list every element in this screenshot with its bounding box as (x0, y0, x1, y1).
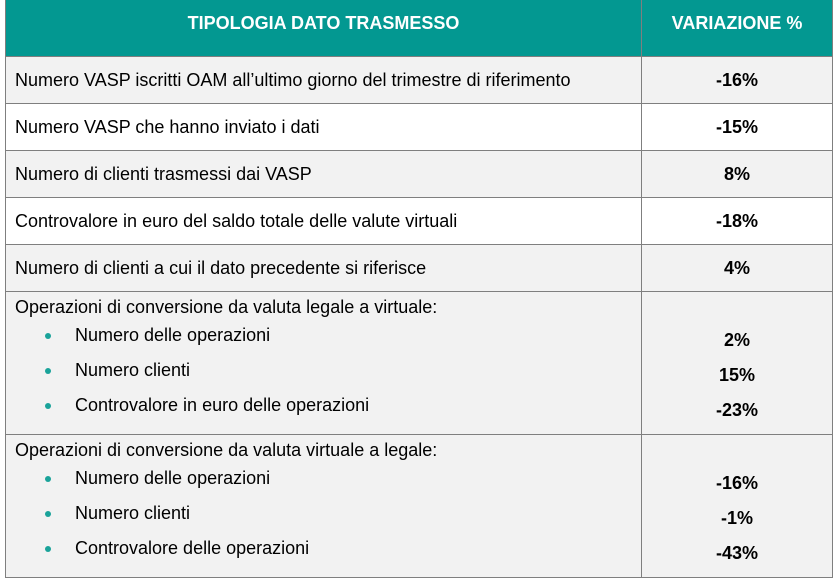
row-label: Controvalore in euro del saldo totale delle valute virtuali (6, 198, 642, 244)
row-value: -18% (715, 210, 759, 231)
sub-item (15, 496, 641, 531)
table-row (6, 56, 832, 103)
table-row (6, 244, 832, 291)
group-title: Operazioni di conversione da valuta legale a virtuale: (15, 297, 438, 317)
bullet-icon (45, 403, 51, 409)
table-row (6, 103, 832, 150)
bullet-icon (45, 546, 51, 552)
sub-item-label: Numero clienti (75, 503, 191, 523)
row-label: Numero VASP che hanno inviato i dati (6, 104, 642, 150)
sub-item-label: Controvalore in euro delle operazioni (75, 395, 370, 415)
sub-item (15, 461, 641, 496)
sub-item-value: -43% (715, 543, 759, 563)
row-value: -16% (715, 69, 759, 90)
row-value: 8% (723, 163, 750, 184)
row-value: -15% (715, 116, 759, 137)
group-row-legale-virtuale (6, 291, 832, 434)
row-label: Numero di clienti a cui il dato precedente si riferisce (6, 245, 642, 291)
variation-table (5, 0, 833, 578)
row-value: 4% (723, 257, 750, 278)
sub-item (15, 531, 641, 566)
sub-item-label: Numero clienti (75, 360, 191, 380)
group-title: Operazioni di conversione da valuta virtuale a legale: (15, 440, 438, 460)
group-row-virtuale-legale (6, 434, 832, 577)
sub-item-value: 2% (723, 330, 750, 350)
header-col-tipologia: TIPOLOGIA DATO TRASMESSO (6, 0, 642, 56)
sub-item-value: 15% (718, 365, 756, 385)
sub-item-label: Numero delle operazioni (75, 325, 271, 345)
sub-item-label: Controvalore delle operazioni (75, 538, 310, 558)
sub-item (15, 353, 641, 388)
bullet-icon (45, 511, 51, 517)
sub-item (15, 388, 641, 423)
table-row (6, 150, 832, 197)
sub-item-label: Numero delle operazioni (75, 468, 271, 488)
row-label: Numero VASP iscritti OAM all’ultimo giorno del trimestre di riferimento (6, 57, 642, 103)
sub-item-value: -16% (715, 473, 759, 493)
header-col-variazione: VARIAZIONE % (671, 13, 803, 33)
row-label: Numero di clienti trasmessi dai VASP (6, 151, 642, 197)
table-header (6, 0, 832, 56)
sub-item-value: -23% (715, 400, 759, 420)
sub-item (15, 318, 641, 353)
bullet-icon (45, 333, 51, 339)
bullet-icon (45, 476, 51, 482)
table-row (6, 197, 832, 244)
bullet-icon (45, 368, 51, 374)
sub-item-value: -1% (720, 508, 753, 528)
